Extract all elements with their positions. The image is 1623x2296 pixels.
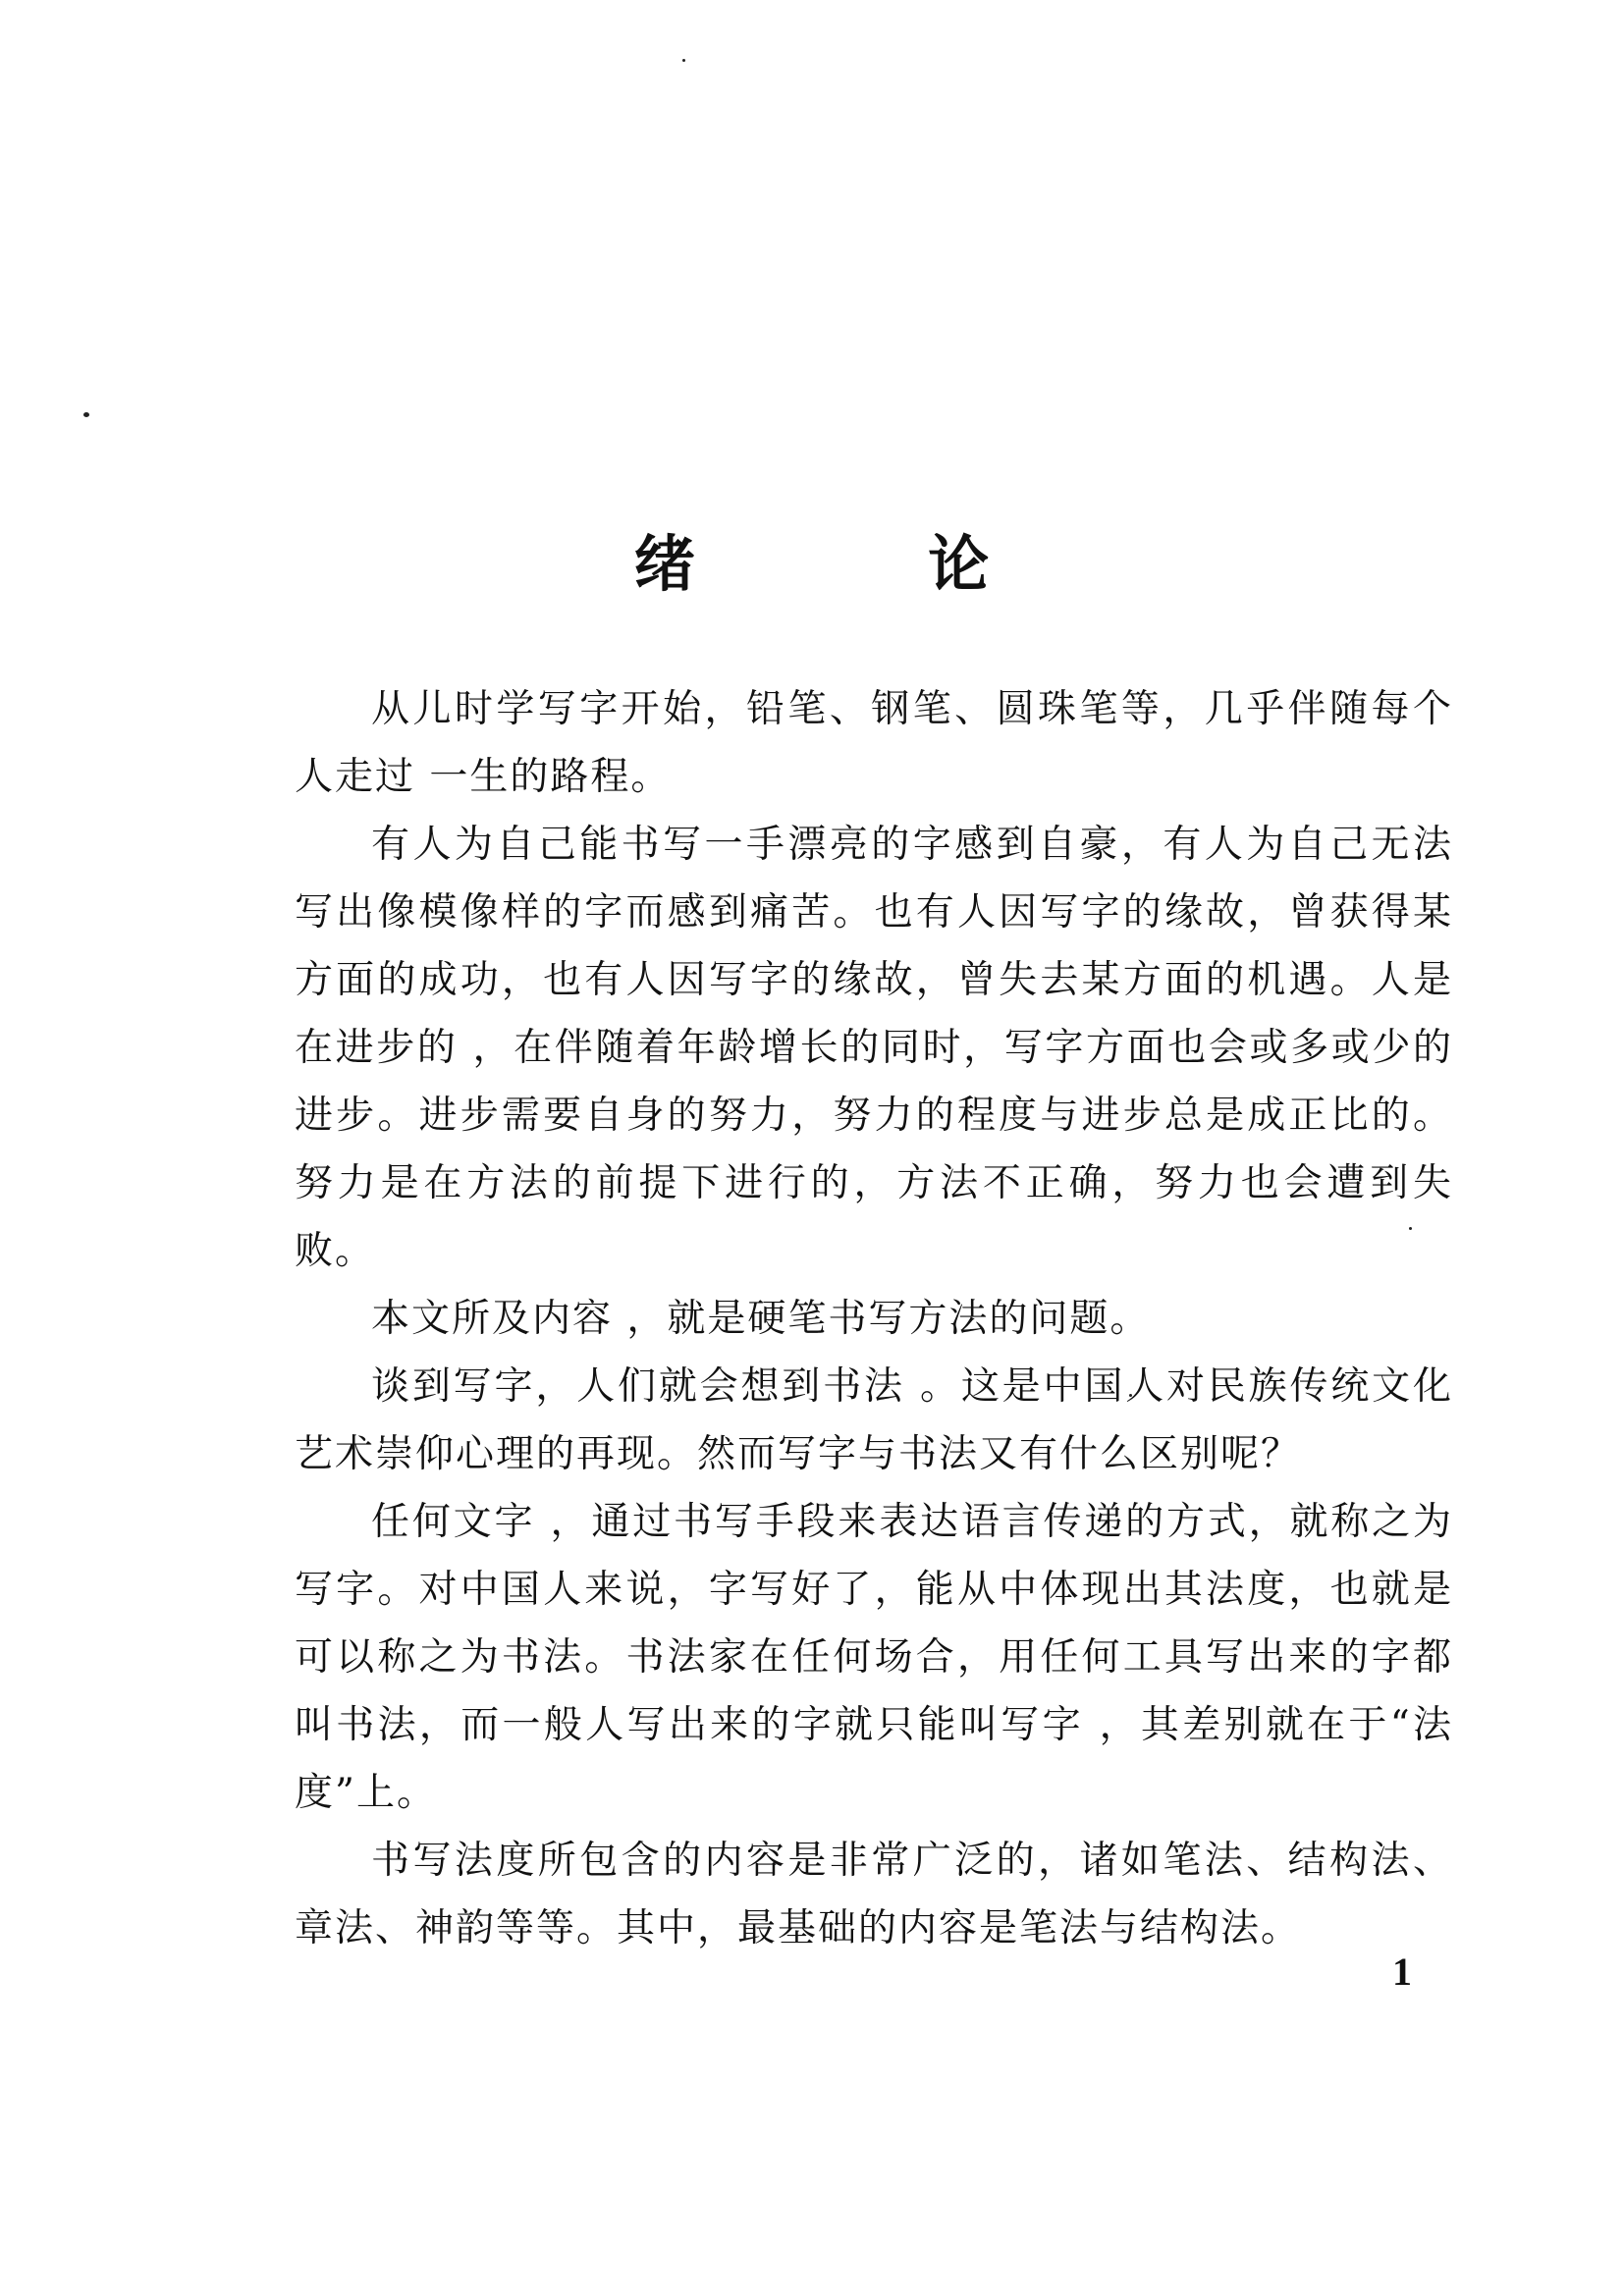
page-number: 1 (1392, 1949, 1412, 1994)
paragraph-1: 从儿时学写字开始，铅笔、钢笔、圆珠笔等，几乎伴随每个人走过 一生的路程。 (295, 687, 1453, 799)
paragraph-3: 本文所及内容 ，就是硬笔书写方法的问题。 (371, 1297, 1151, 1341)
scan-speck (682, 59, 685, 62)
paragraph-2: 有人为自己能书写一手漂亮的字感到自豪，有人为自己无法写出像模像样的字而感到痛苦。也有人因写字的缘故，曾获得某方面的成功，也有人因写字的缘故，曾失去某方面的机遇。人是在进步的 ，在伴随着年龄增长的同时，写字方面也会或多或少的进步。进步需要自身的努力，努力的程度与进步总是成正比的。努力是在方法的前提下进行的，方法不正确，努力也会遭到失败。 (295, 823, 1453, 1273)
paragraph-5: 任何文字 ，通过书写手段来表达语言传递的方式，就称之为写字。对中国人来说，字写好了，能从中体现出其法度，也就是可以称之为书法。书法家在任何场合，用任何工具写出来的字都叫书法，而一般人写出来的字就只能叫写字 ，其差别就在于“法度”上。 (295, 1500, 1453, 1815)
paragraph-4: 谈到写字，人们就会想到书法 。这是中国人对民族传统文化艺术崇仰心理的再现。然而写字与书法又有什么区别呢？ (295, 1364, 1453, 1476)
scan-speck (83, 412, 89, 417)
chapter-title: 绪 论 (633, 528, 1096, 600)
body-text (295, 675, 1453, 1962)
paragraph-6: 书写法度所包含的内容是非常广泛的，诸如笔法、结构法、章法、神韵等等。其中，最基础的内容是笔法与结构法。 (295, 1839, 1453, 1950)
